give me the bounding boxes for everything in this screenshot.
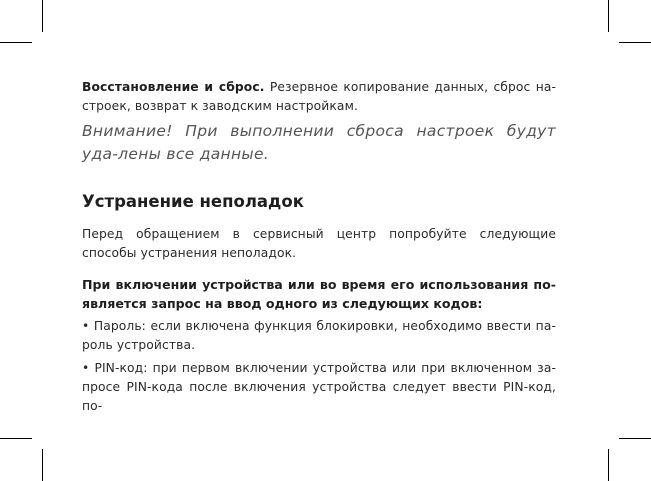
crop-mark-top-right-horizontal xyxy=(619,42,651,43)
troubleshooting-heading: Устранение неполадок xyxy=(82,192,304,211)
crop-mark-bottom-left-vertical xyxy=(42,449,43,481)
reset-title: Восстановление и сброс. xyxy=(82,80,265,94)
crop-mark-top-left-vertical xyxy=(42,0,43,32)
crop-mark-bottom-left-horizontal xyxy=(0,438,32,439)
codes-question: При включении устройства или во время его использования по-является запрос на ввод одного из следующих кодов: xyxy=(82,277,556,311)
warning-note: Внимание! При выполнении сброса настроек будут уда-лены все данные. xyxy=(82,122,556,163)
reset-paragraph xyxy=(82,78,556,116)
reset-text: Резервное копирование данных, сброс на-строек, возврат к заводским настройкам. xyxy=(82,80,557,113)
crop-mark-bottom-right-vertical xyxy=(608,449,609,481)
crop-mark-top-right-vertical xyxy=(608,0,609,32)
list-item-password: • Пароль: если включена функция блокировки, необходимо ввести па-роль устройства. xyxy=(82,319,556,352)
crop-mark-bottom-right-horizontal xyxy=(619,438,651,439)
crop-mark-top-left-horizontal xyxy=(0,42,32,43)
document-page xyxy=(82,78,556,416)
list-item-pin: • PIN-код: при первом включении устройства или при включенном за-просе PIN-кода после включения устройства следует ввести PIN-код, по- xyxy=(82,361,556,413)
troubleshooting-intro: Перед обращением в сервисный центр попробуйте следующие способы устранения неполадок. xyxy=(82,227,556,260)
